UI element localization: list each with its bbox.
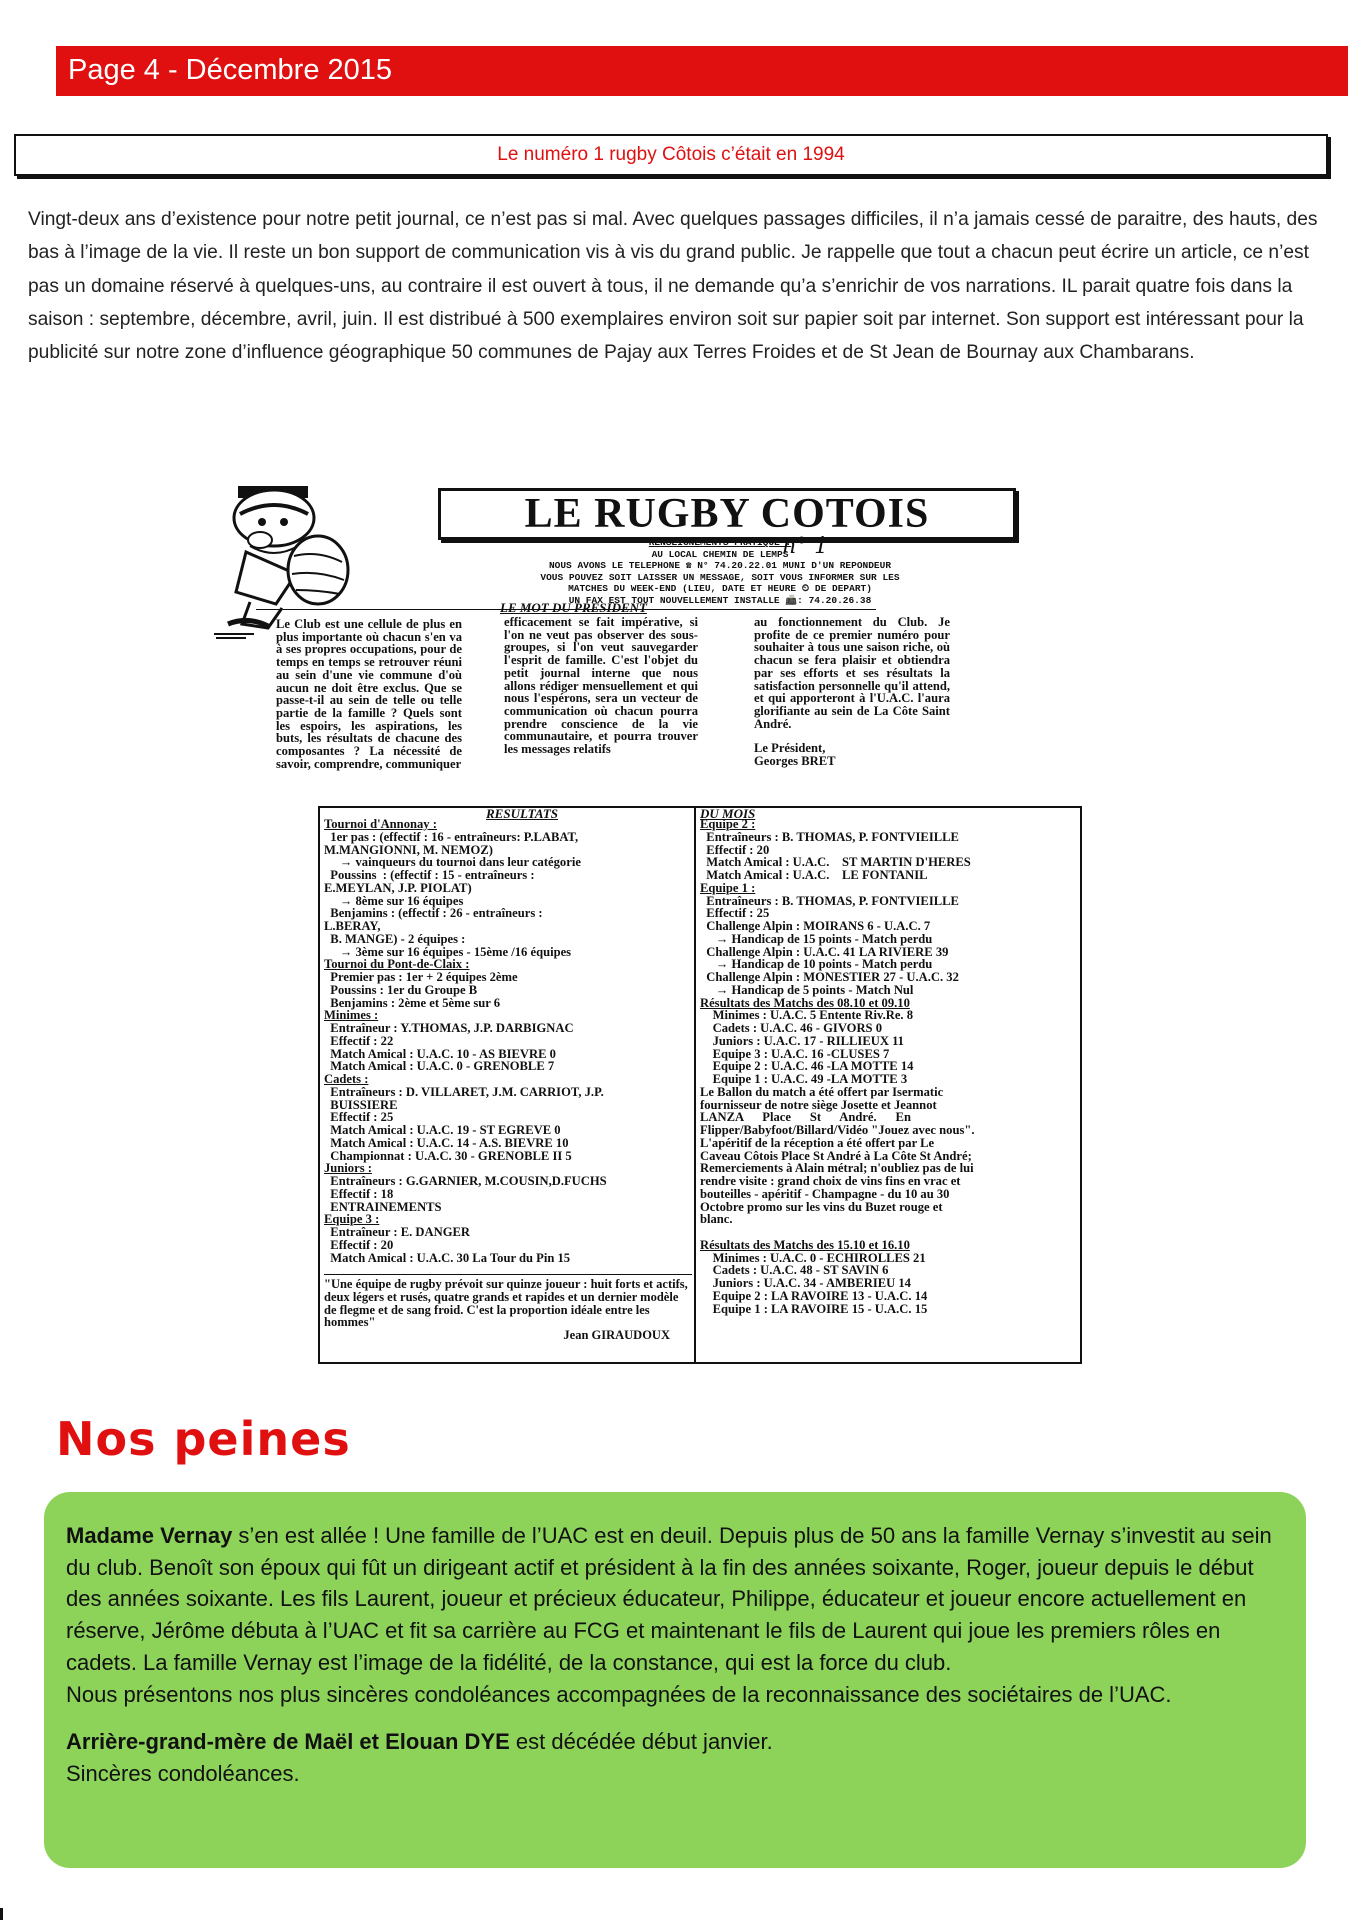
results-column-divider xyxy=(694,808,696,1362)
result-line: rendre visite : grand choix de vins fins en vrac et xyxy=(700,1174,961,1188)
result-line: B. MANGE) - 2 équipes : xyxy=(324,931,466,946)
result-line: Effectif : 22 xyxy=(324,1033,394,1048)
result-line: → vainqueurs du tournoi dans leur catégorie xyxy=(324,855,581,870)
president-text-col1: Le Club est une cellule de plus en plus importante où chacun s'en va à ses propres occupations, pour de temps en temps se retrouver réuni au sein d'une vie commune d'où aucun ne doit être exclus. Que se passe-t-il au sein de telle ou telle partie de la famille ? Quels sont les espoirs, les aspirations, les buts, les résultats de chacune des composantes ? La nécessité de savoir, comprendre, communiquer xyxy=(276,617,462,771)
result-line: Entraîneur : E. DANGER xyxy=(324,1225,471,1239)
practical-info-line: UN FAX EST TOUT NOUVELLEMENT INSTALLE 📠: 74.20.26.38 xyxy=(568,594,872,606)
condolence-paragraph: Nous présentons nos plus sincères condoléances accompagnées de la reconnaissance des sociétaires de l’UAC. xyxy=(66,1681,1172,1707)
deceased-name: Madame Vernay xyxy=(66,1523,233,1548)
result-line: Equipe 2 : xyxy=(700,817,756,831)
result-line: Flipper/Babyfoot/Billard/Vidéo "Jouez avec nous". xyxy=(700,1123,975,1137)
result-line: Effectif : 25 xyxy=(324,1110,394,1125)
practical-info-line: NOUS AVONS LE TELEPHONE ☎ N° 74.20.22.01 MUNI D'UN REPONDEUR xyxy=(548,560,892,571)
result-line: Poussins : (effectif : 15 - entraîneurs : xyxy=(324,868,535,882)
result-line: Championnat : U.A.C. 30 - GRENOBLE II 5 xyxy=(324,1148,572,1163)
condolence-paragraph xyxy=(66,1726,1292,1758)
article-title-box xyxy=(14,134,1328,176)
result-line: M.MANGIONNI, M. NEMOZ) xyxy=(324,842,493,857)
result-line: Equipe 3 : xyxy=(324,1212,380,1227)
result-line: BUISSIERE xyxy=(324,1097,398,1112)
result-line: Juniors : U.A.C. 34 - AMBERIEU 14 xyxy=(700,1276,911,1290)
result-line: Entraîneurs : D. VILLARET, J.M. CARRIOT, J.P. xyxy=(324,1084,604,1099)
page-label: Page 4 - Décembre 2015 xyxy=(68,54,393,86)
result-line: Match Amical : U.A.C. 14 - A.S. BIEVRE 10 xyxy=(324,1135,569,1150)
result-line: Equipe 1 : U.A.C. 49 -LA MOTTE 3 xyxy=(700,1072,908,1086)
result-line: Equipe 1 : LA RAVOIRE 15 - U.A.C. 15 xyxy=(700,1301,928,1316)
result-line: Challenge Alpin : MONESTIER 27 - U.A.C. 32 xyxy=(700,970,959,984)
result-line: Equipe 2 : LA RAVOIRE 13 - U.A.C. 14 xyxy=(700,1288,928,1303)
result-line: Entraîneur : Y.THOMAS, J.P. DARBIGNAC xyxy=(324,1021,574,1035)
result-line: Effectif : 25 xyxy=(700,906,770,921)
result-line xyxy=(700,1226,1072,1239)
result-line: → 8ème sur 16 équipes xyxy=(324,893,464,908)
result-line: blanc. xyxy=(700,1212,733,1227)
page-header-bar xyxy=(56,46,1348,96)
president-signature-name: Georges BRET xyxy=(754,754,836,769)
result-line: bouteilles - apéritif - Champagne - du 10 au 30 xyxy=(700,1186,950,1201)
section-heading-nos-peines: Nos peines xyxy=(56,1412,351,1466)
president-heading: LE MOT DU PRESIDENT xyxy=(500,600,647,615)
result-line: → Handicap de 15 points - Match perdu xyxy=(700,931,933,946)
quote-rule xyxy=(324,1274,692,1275)
practical-info-line: VOUS POUVEZ SOIT LAISSER UN MESSAGE, SOIT VOUS INFORMER SUR LES xyxy=(540,571,900,583)
quote-author: Jean GIRAUDOUX xyxy=(563,1328,670,1343)
result-line: Poussins : 1er du Groupe B xyxy=(324,982,478,997)
condolences-box xyxy=(44,1492,1306,1868)
result-line: Juniors : xyxy=(324,1161,372,1176)
practical-info-line: AU LOCAL CHEMIN DE LEMPS xyxy=(651,548,789,560)
article-title: Le numéro 1 rugby Côtois c’était en 1994 xyxy=(497,144,845,165)
result-line: Le Ballon du match a été offert par Isermatic xyxy=(700,1084,944,1099)
result-line: Juniors : U.A.C. 17 - RILLIEUX 11 xyxy=(700,1033,904,1048)
result-line: E.MEYLAN, J.P. PIOLAT) xyxy=(324,880,472,895)
result-line: Minimes : U.A.C. 0 - ECHIROLLES 21 xyxy=(700,1250,926,1265)
result-line: 1er pas : (effectif : 16 - entraîneurs: P.LABAT, xyxy=(324,829,579,844)
result-line: Challenge Alpin : MOIRANS 6 - U.A.C. 7 xyxy=(700,919,931,933)
president-text-col3 xyxy=(754,616,950,768)
month-heading: DU MOIS xyxy=(700,806,756,821)
newspaper-clipping xyxy=(210,478,1078,1362)
issue-number: n° 1 xyxy=(782,534,829,559)
result-line: → Handicap de 10 points - Match perdu xyxy=(700,957,933,972)
result-line: Tournoi d'Annonay : xyxy=(324,817,437,831)
result-line: Challenge Alpin : U.A.C. 41 LA RIVIERE 39 xyxy=(700,944,949,959)
giraudoux-quote xyxy=(324,1278,690,1342)
condolence-body: est décédée début janvier. xyxy=(509,1729,773,1755)
condolence-body: s’en est allée ! Une famille de l’UAC est en deuil. Depuis plus de 50 ans la famille Vernay s’investit au sein du club. Benoît son époux qui fût un dirigeant actif et président à la fin des années soixante, Roger, joueur depuis le début des années soixante. Les fils Laurent, joueur et précieux éducateur, Philippe, éducateur et joueur encore actuellement en réserve, Jérôme débuta à l’UAC et fit sa carrière au FCG et maintenant le fils de Laurent qui joue les premiers rôles en cadets. La famille Vernay est l’image de la fidélité, de la constance, qui est la force du club. xyxy=(66,1523,1272,1675)
result-line: Caveau Côtois Place St André à La Côte St André; xyxy=(700,1148,972,1163)
result-line: Entraîneurs : G.GARNIER, M.COUSIN,D.FUCHS xyxy=(324,1174,607,1188)
condolence-paragraph xyxy=(66,1520,1292,1679)
newspaper-masthead: LE RUGBY COTOIS xyxy=(438,488,1016,540)
result-line: Octobre promo sur les vins du Buzet rouge et xyxy=(700,1199,943,1214)
result-line: Tournoi du Pont-de-Claix : xyxy=(324,957,470,972)
results-left-column xyxy=(324,818,688,1264)
result-line: L'apéritif de la réception a été offert par Le xyxy=(700,1135,935,1150)
result-line: Cadets : U.A.C. 46 - GIVORS 0 xyxy=(700,1021,883,1035)
result-line: fournisseur de notre siège Josette et Jeannot xyxy=(700,1097,937,1112)
result-line: Résultats des Matchs des 15.10 et 16.10 xyxy=(700,1237,910,1252)
result-line: Match Amical : U.A.C. 10 - AS BIEVRE 0 xyxy=(324,1046,556,1061)
result-line: Match Amical : U.A.C. ST MARTIN D'HERES xyxy=(700,855,971,870)
results-heading: RESULTATS xyxy=(486,806,559,821)
results-right-column xyxy=(700,818,1072,1315)
result-line: Effectif : 20 xyxy=(324,1237,394,1252)
president-signature-title: Le Président, xyxy=(754,741,826,756)
result-line: Cadets : U.A.C. 48 - ST SAVIN 6 xyxy=(700,1263,889,1278)
result-line: Equipe 3 : U.A.C. 16 -CLUSES 7 xyxy=(700,1046,890,1061)
result-line: → Handicap de 5 points - Match Nul xyxy=(700,982,914,997)
result-line: Entraîneurs : B. THOMAS, P. FONTVIEILLE xyxy=(700,893,959,908)
condolences-text xyxy=(66,1520,1292,1790)
president-text-col2: efficacement se fait impérative, si l'on ne veut pas observer des sous-groupes, si l'on veut sauvegarder l'esprit de famille. C'est l'objet du petit journal interne que nous allons rédiger mensuellement et qui nous l'espérons, sera un vecteur de communication où chacun pourra prendre conscience de la vie communautaire, et pourra trouver les messages relatifs xyxy=(504,615,698,757)
condolence-paragraph: Sincères condoléances. xyxy=(66,1760,300,1786)
practical-info-line: MATCHES DU WEEK-END (LIEU, DATE ET HEURE ⏲ DE DEPART) xyxy=(568,583,872,594)
practical-info-line: RENSEIGNEMENTS PRATIQUE : xyxy=(648,537,792,548)
result-line: Equipe 1 : xyxy=(700,880,756,895)
result-line: Cadets : xyxy=(324,1072,369,1086)
result-line: Match Amical : U.A.C. 30 La Tour du Pin 15 xyxy=(324,1250,571,1265)
practical-info xyxy=(410,537,1030,606)
quote-text: "Une équipe de rugby prévoit sur quinze joueur : huit forts et actifs, deux légers et rusés, quatre grands et rapides et un dernier modèle de flegme et de sang froid. C'est la proportion idéale entre les hommes" xyxy=(324,1277,688,1330)
result-line: Minimes : xyxy=(324,1008,379,1023)
result-line: Benjamins : 2ème et 5ème sur 6 xyxy=(324,995,501,1010)
scan-mark xyxy=(0,1908,3,1920)
result-line: Résultats des Matchs des 08.10 et 09.10 xyxy=(700,995,910,1010)
result-line: Premier pas : 1er + 2 équipes 2ème xyxy=(324,970,518,984)
result-line: Match Amical : U.A.C. 19 - ST EGREVE 0 xyxy=(324,1123,561,1137)
result-line: ENTRAINEMENTS xyxy=(324,1199,442,1214)
result-line: Entraîneurs : B. THOMAS, P. FONTVIEILLE xyxy=(700,829,959,844)
result-line: → 3ème sur 16 équipes - 15ème /16 équipes xyxy=(324,944,572,959)
result-line: Match Amical : U.A.C. 0 - GRENOBLE 7 xyxy=(324,1059,555,1074)
result-line: Effectif : 20 xyxy=(700,842,770,857)
result-line: LANZA Place St André. En xyxy=(700,1110,911,1125)
result-line: Match Amical : U.A.C. LE FONTANIL xyxy=(700,868,928,882)
deceased-name: Arrière-grand-mère de Maël et Elouan DYE xyxy=(66,1729,510,1755)
result-line: Effectif : 18 xyxy=(324,1186,394,1201)
result-line: Minimes : U.A.C. 5 Entente Riv.Re. 8 xyxy=(700,1008,914,1023)
article-intro: Vingt-deux ans d’existence pour notre petit journal, ce n’est pas si mal. Avec quelques passages difficiles, il n’a jamais cessé de paraitre, des hauts, des bas à l’image de la vie. Il reste un bon support de communication vis à vis du grand public. Je rappelle que tout a chacun peut écrire un article, ce n’est pas un domaine réservé à quelques-uns, au contraire il est ouvert à tous, il ne demande qu’a s’enrichir de vos narrations. IL parait quatre fois dans la saison : septembre, décembre, avril, juin. Il est distribué à 500 exemplaires environ soit sur papier soit par internet. Son support est intéressant pour la publicité sur notre zone d’influence géographique 50 communes de Pajay aux Terres Froides et de St Jean de Bournay aux Chambarans. xyxy=(28,209,1318,364)
result-line: Equipe 2 : U.A.C. 46 -LA MOTTE 14 xyxy=(700,1059,914,1074)
result-line: L.BERAY, xyxy=(324,919,381,933)
result-line: Benjamins : (effectif : 26 - entraîneurs : xyxy=(324,906,543,921)
result-line: Remerciements à Alain métral; n'oubliez pas de lui xyxy=(700,1161,974,1176)
president-text: au fonctionnement du Club. Je profite de ce premier numéro pour souhaiter à tous une saison riche, où chacun se fera plaisir et obtiendra par ses efforts et ses résultats la satisfaction personnelle qu'il attend, et qui apporteront à l'U.A.C. l'aura glorifiante au sein de La Côte Saint André. xyxy=(754,615,950,731)
